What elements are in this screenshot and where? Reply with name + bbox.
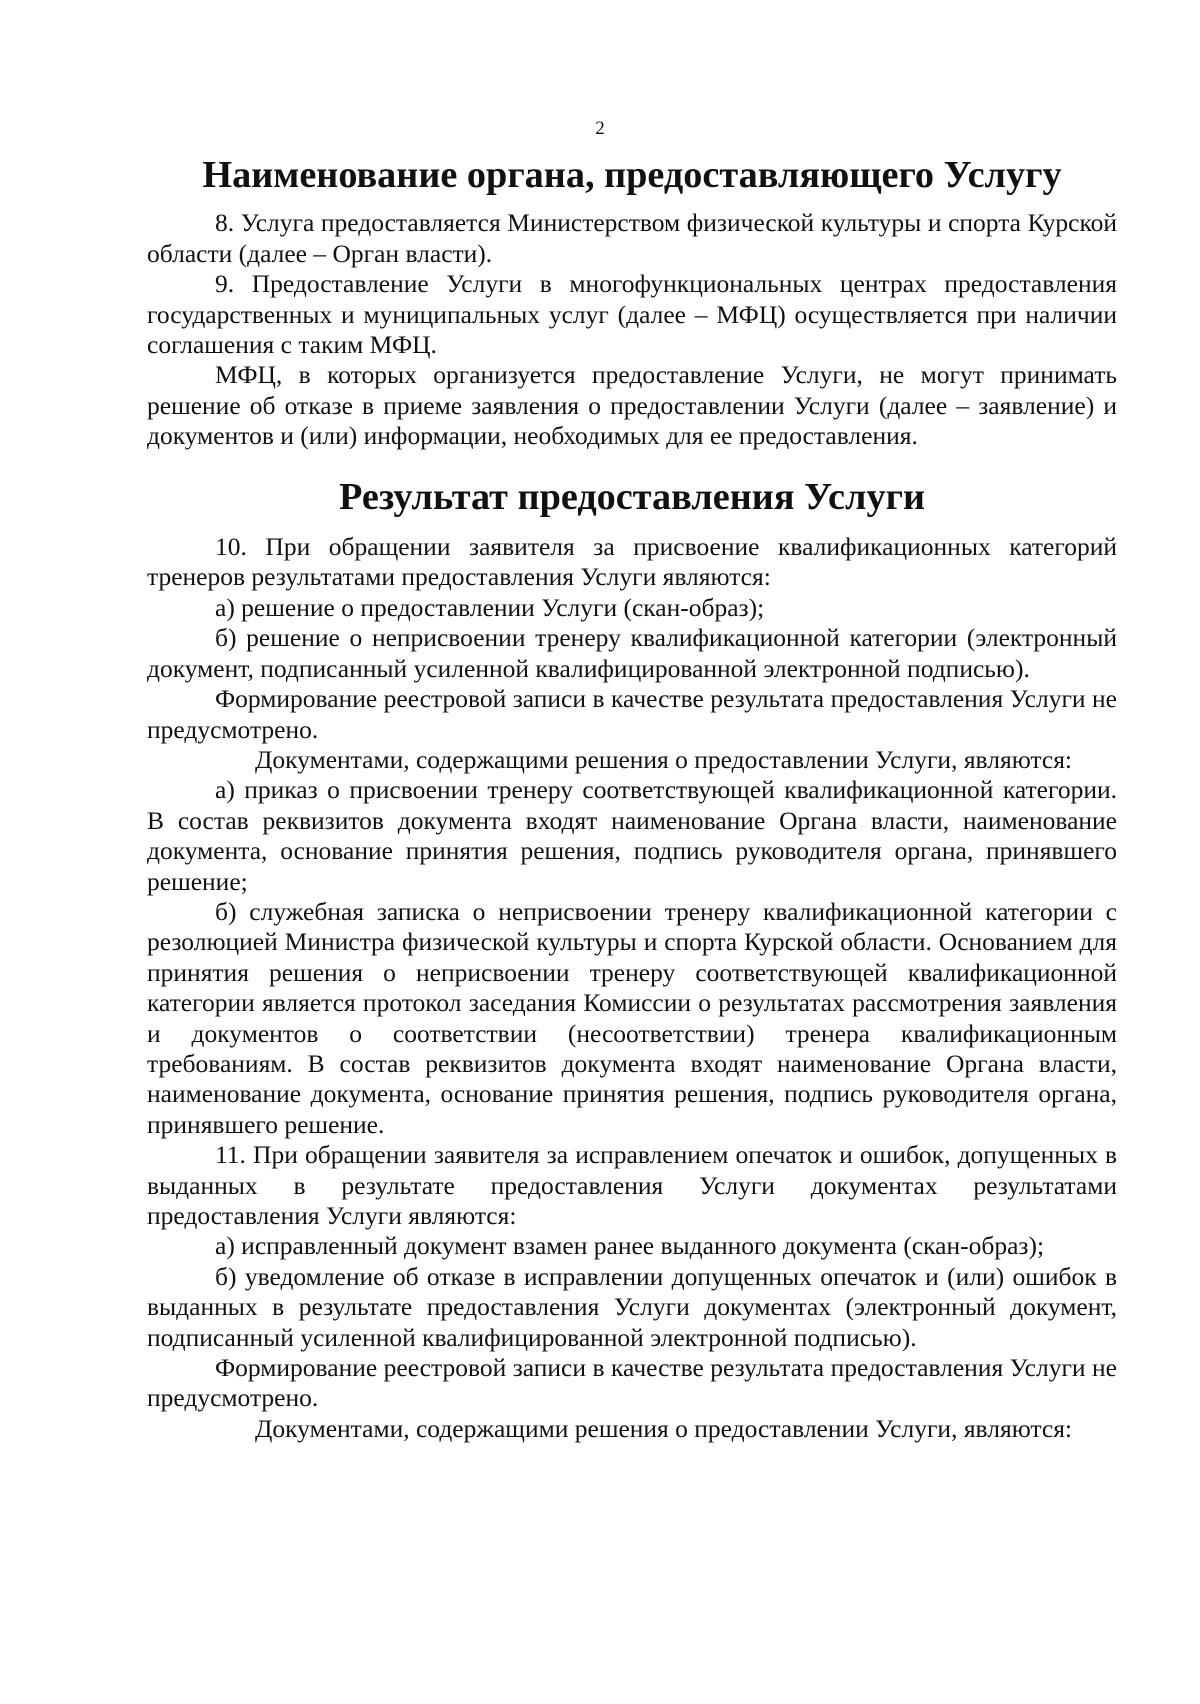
document-body: [147, 154, 1117, 1444]
paragraph-9: 9. Предоставление Услуги в многофункциональных центрах предоставления государственных и муниципальных услуг (далее – МФЦ) осуществляется при наличии соглашения с таким МФЦ.: [147, 269, 1117, 360]
section-heading-authority: Наименование органа, предоставляющего Услугу: [202, 154, 1062, 196]
paragraph-registry-1: Формирование реестровой записи в качестве результата предоставления Услуги не предусмотрено.: [147, 684, 1117, 744]
paragraph-11: 11. При обращении заявителя за исправлением опечаток и ошибок, допущенных в выданных в результате предоставления Услуги документах результатами предоставления Услуги являются:: [147, 1140, 1117, 1230]
paragraph-10-b: б) решение о неприсвоении тренеру квалификационной категории (электронный документ, подписанный усиленной квалифицированной электронной подписью).: [147, 623, 1117, 683]
paragraph-11-b: б) уведомление об отказе в исправлении допущенных опечаток и (или) ошибок в выданных в результате предоставления Услуги документах (электронный документ, подписанный усиленной квалифицированной электронной подписью).: [147, 1261, 1117, 1352]
paragraph-8: 8. Услуга предоставляется Министерством физической культуры и спорта Курской области (далее – Орган власти).: [147, 208, 1117, 268]
paragraph-10-a: а) решение о предоставлении Услуги (скан-образ);: [215, 592, 765, 622]
paragraph-memo: б) служебная записка о неприсвоении тренеру квалификационной категории с резолюцией Министра физической культуры и спорта Курской области. Основанием для принятия решения о неприсвоении тренеру соответствующей квалификационной категории является протокол заседания Комиссии о результатах рассмотрения заявления и документов о соответствии (несоответствии) тренера квалификационным требованиям. В состав реквизитов документа входят наименование Органа власти, наименование документа, основание принятия решения, подпись руководителя органа, принявшего решение.: [147, 896, 1117, 1139]
section-heading-result: Результат предоставления Услуги: [338, 475, 925, 518]
paragraph-documents-2: Документами, содержащими решения о предоставлении Услуги, являются:: [255, 1413, 1073, 1443]
paragraph-documents-1: Документами, содержащими решения о предоставлении Услуги, являются:: [255, 744, 1073, 774]
paragraph-registry-2: Формирование реестровой записи в качестве результата предоставления Услуги не предусмотрено.: [147, 1353, 1117, 1413]
paragraph-10: 10. При обращении заявителя за присвоение квалификационных категорий тренеров результатами предоставления Услуги являются:: [147, 532, 1117, 592]
paragraph-mfc: МФЦ, в которых организуется предоставление Услуги, не могут принимать решение об отказе в приеме заявления о предоставлении Услуги (далее – заявление) и документов и (или) информации, необходимых для ее предоставления.: [147, 360, 1117, 451]
page-number: 2: [595, 118, 605, 139]
paragraph-order: а) приказ о присвоении тренеру соответствующей квалификационной категории. В состав реквизитов документа входят наименование Органа власти, наименование документа, основание принятия решения, подпись руководителя органа, принявшего решение;: [147, 775, 1117, 896]
paragraph-11-a: а) исправленный документ взамен ранее выданного документа (скан-образ);: [215, 1231, 1045, 1261]
